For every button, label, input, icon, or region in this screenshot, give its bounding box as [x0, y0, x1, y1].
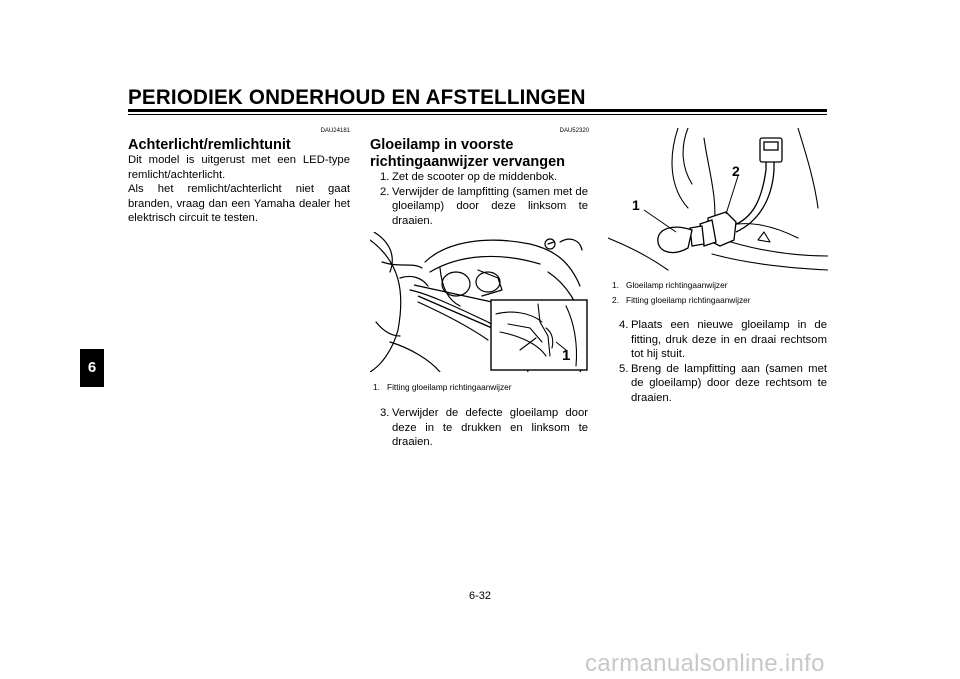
figure-callout-1: 1 [632, 197, 640, 213]
figure-scooter-front [370, 232, 590, 372]
step-text: Plaats een nieuwe gloeilamp in de fitting, druk deze in en draai rechtsom tot hij stuit. [631, 319, 827, 361]
step-number: 2. [380, 185, 390, 198]
caption-text: Fitting gloeilamp richtingaanwijzer [387, 382, 512, 392]
figure-captions-right [612, 278, 832, 308]
steps-list-2 [380, 406, 588, 450]
watermark: carmanualsonline.info [585, 650, 825, 677]
section-code-middle: DAU52320 [559, 128, 589, 134]
figure-caption-middle [373, 380, 593, 395]
caption-text: Fitting gloeilamp richtingaanwijzer [626, 295, 751, 305]
chapter-tab: 6 [80, 349, 104, 387]
steps-list-1 [380, 170, 588, 228]
caption-number: 1. [373, 382, 380, 392]
page-number: 6-32 [468, 590, 492, 602]
header-rule-thin [128, 114, 827, 115]
heading-line-2: richtingaanwijzer vervangen [370, 154, 566, 170]
caption-item [612, 293, 832, 308]
section-body-left [128, 153, 350, 226]
page-header-title: PERIODIEK ONDERHOUD EN AFSTELLINGEN [128, 86, 586, 109]
step-text: Zet de scooter op de middenbok. [392, 171, 558, 183]
caption-item [612, 278, 832, 293]
heading-line-1: Gloeilamp in voorste [370, 137, 514, 153]
caption-number: 2. [612, 295, 619, 305]
caption-text: Gloeilamp richtingaanwijzer [626, 280, 728, 290]
figure-bulb-socket [608, 128, 828, 273]
list-item [380, 170, 588, 185]
section-code-left: DAU24181 [320, 128, 350, 134]
list-item [619, 362, 827, 406]
bulb-socket-illustration [608, 128, 828, 273]
step-number: 4. [619, 319, 629, 331]
step-text: Verwijder de lampfitting (samen met de gloeilamp) door deze linksom te draaien. [392, 185, 588, 227]
list-item [380, 185, 588, 229]
step-text: Breng de lampfitting aan (samen met de gloeilamp) door deze rechtsom te draaien. [631, 362, 827, 404]
list-item [380, 406, 588, 450]
step-number: 5. [619, 362, 629, 375]
steps-list-3 [619, 318, 827, 406]
figure-callout-2: 2 [732, 163, 740, 179]
figure-callout-1: 1 [562, 347, 571, 364]
header-rule-thick [128, 109, 827, 112]
section-heading-left: Achterlicht/remlichtunit [128, 137, 291, 153]
step-number: 1. [380, 171, 390, 183]
list-item [619, 318, 827, 362]
paragraph-dealer: Als het remlicht/achterlicht niet gaat branden, vraag dan een Yamaha dealer het elektrisch circuit te testen. [128, 183, 350, 225]
scooter-front-illustration [370, 232, 590, 372]
step-text: Verwijder de defecte gloeilamp door deze in te drukken en linksom te draaien. [392, 407, 588, 449]
paragraph-led: Dit model is uitgerust met een LED-type remlicht/achterlicht. [128, 154, 350, 181]
caption-number: 1. [612, 280, 619, 290]
step-number: 3. [380, 407, 390, 419]
section-heading-middle [370, 137, 592, 171]
